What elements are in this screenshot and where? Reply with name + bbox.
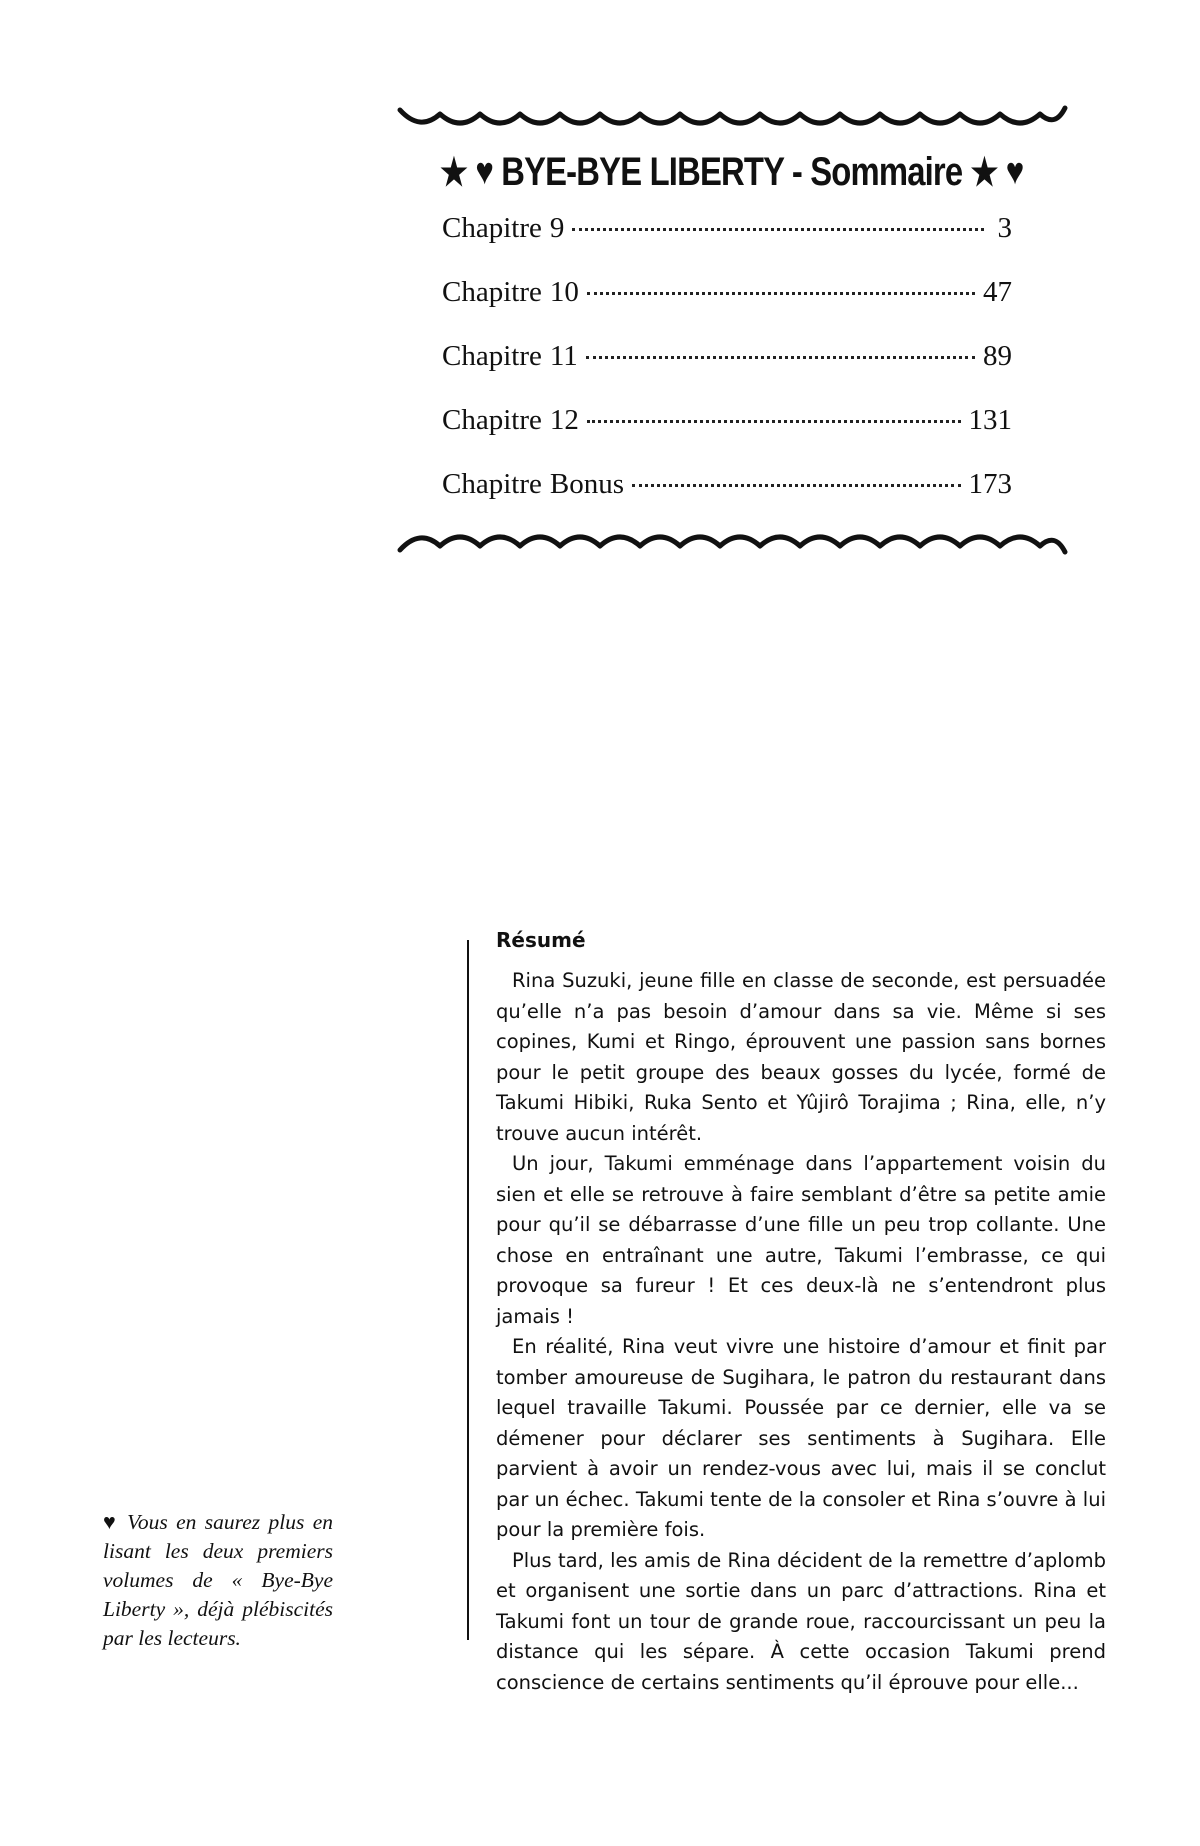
toc-entry-label: Chapitre (442, 340, 542, 372)
heart-icon: ♥ (103, 1510, 119, 1534)
toc-entry (442, 212, 1012, 276)
summary-paragraph: En réalité, Rina veut vivre une histoire d’amour et finit par tomber amoureuse de Sugihara, le patron du restaurant dans lequel travaille Takumi. Poussée par ce dernier, elle va se démener pour déclarer ses sentiments à Sugihara. Elle parvient à avoir un rendez-vous avec lui, mais il se conclut par un échec. Takumi tente de la consoler et Rina s’ouvre à lui pour la première fois. (496, 1335, 1106, 1541)
toc-entry-page: 173 (968, 468, 1012, 500)
toc-entry-label: Chapitre (442, 212, 542, 244)
summary-section (496, 928, 1106, 1698)
toc-entry-page: 89 (983, 340, 1012, 372)
table-of-contents (442, 212, 1012, 532)
side-note (103, 1508, 333, 1653)
toc-dot-leader (587, 420, 961, 423)
toc-entry-page: 3 (997, 212, 1012, 244)
summary-paragraph: Rina Suzuki, jeune fille en classe de seconde, est persuadée qu’elle n’a pas besoin d’amour dans sa vie. Même si ses copines, Kumi et Ringo, éprouvent une passion sans bornes pour le petit groupe des beaux gosses du lycée, formé de Takumi Hibiki, Ruka Sento et Yûjirô Torajima ; Rina, elle, n’y trouve aucun intérêt. (496, 969, 1106, 1145)
toc-entry-label: Chapitre (442, 404, 542, 436)
summary-title: Résumé (496, 928, 586, 952)
toc-entry-number: 10 (549, 276, 579, 308)
side-note-text: Vous en saurez plus en lisant les deux premiers volumes de « Bye-Bye Liberty », déjà plébiscités par les lecteurs. (103, 1510, 334, 1650)
toc-dot-leader (586, 356, 975, 359)
vertical-divider (467, 940, 469, 1640)
toc-entry (442, 340, 1012, 404)
wavy-border-top (395, 100, 1070, 140)
toc-dot-leader (587, 292, 975, 295)
heart-icon: ♥ (475, 151, 494, 193)
toc-title-text: BYE-BYE LIBERTY - Sommaire (501, 150, 963, 194)
summary-paragraph: Plus tard, les amis de Rina décident de la remettre d’aplomb et organisent une sortie dans un parc d’attractions. Rina et Takumi font un tour de grande roue, raccourcissant un peu la distance qui les sépare. À cette occasion Takumi prend conscience de certains sentiments qu’il éprouve pour elle... (496, 1548, 1106, 1694)
star-icon: ★ (970, 152, 998, 194)
toc-entry-number: 9 (549, 212, 565, 244)
toc-entry-label: Chapitre (442, 468, 542, 500)
toc-entry-number: Bonus (549, 468, 624, 500)
toc-entry-number: 11 (549, 340, 578, 372)
toc-entry-label: Chapitre (442, 276, 542, 308)
toc-entry (442, 404, 1012, 468)
toc-entry (442, 276, 1012, 340)
toc-entry-number: 12 (549, 404, 579, 436)
toc-title (440, 150, 1024, 195)
toc-dot-leader (632, 484, 961, 487)
toc-entry-page: 47 (983, 276, 1012, 308)
wavy-border-bottom (395, 520, 1070, 560)
summary-paragraph: Un jour, Takumi emménage dans l’appartement voisin du sien et elle se retrouve à faire semblant d’être sa petite amie pour qu’il se débarrasse d’une fille un peu trop collante. Une chose en entraînant une autre, Takumi l’embrasse, ce qui provoque sa fureur ! Et ces deux-là ne s’entendront plus jamais ! (496, 1152, 1106, 1328)
heart-icon: ♥ (1005, 151, 1024, 193)
toc-entry-page: 131 (968, 404, 1012, 436)
star-icon: ★ (440, 152, 468, 194)
toc-dot-leader (572, 228, 984, 231)
